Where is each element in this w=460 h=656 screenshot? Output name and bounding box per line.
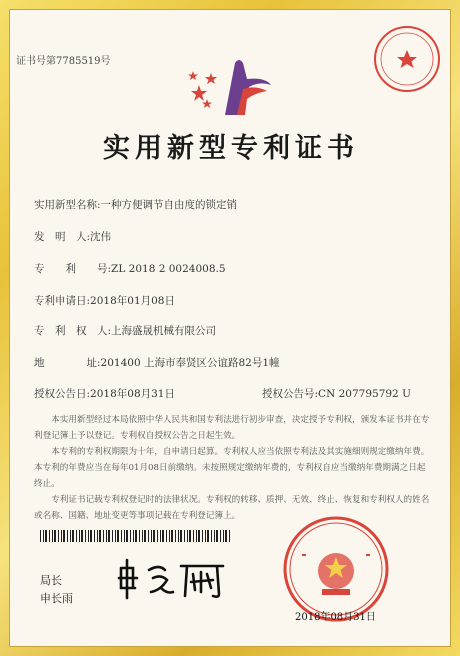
field-value: CN 207795792 U [318,388,411,400]
patent-office-logo-icon [185,55,275,117]
field-label: 发 明 人: [34,231,91,243]
field-label: 专 利 号: [34,263,112,275]
field-value: 201400 上海市奉贤区公谊路82号1幢 [100,357,280,369]
field-grant-number [262,386,411,401]
handwritten-signature-icon [115,558,235,600]
field-label: 专利申请日: [34,295,91,307]
field-address [34,355,280,370]
page-title: 实用新型专利证书 [103,133,359,164]
signatory-title: 局长 [40,574,62,587]
field-value: 2018年08月31日 [90,388,175,400]
field-value: 沈伟 [90,231,112,243]
seal-date: 2018年08月31日 [295,612,376,623]
field-application-date [34,293,175,308]
paragraph: 本实用新型经过本局依照中华人民共和国专利法进行初步审查，决定授予专利权，颁发本证书并在专利登记簿上予以登记。专利权自授权公告之日起生效。 [34,415,430,441]
field-label: 授权公告号: [262,388,319,400]
paragraph: 专利证书记载专利权登记时的法律状况。专利权的转移、质押、无效、终止、恢复和专利权人的姓名或名称、国籍、地址变更等事项记载在专利登记簿上。 [34,495,430,521]
certificate-page [9,9,451,647]
field-label: 实用新型名称: [34,199,101,211]
field-inventor [34,229,111,244]
field-label: 地 址: [34,357,101,369]
paragraph: 本专利的专利权期限为十年，自申请日起算。专利权人应当依照专利法及其实施细则规定缴纳年费。本专利的年费应当在每年01月08日前缴纳。未按照规定缴纳年费的，专利权自应当缴纳年费期满之日起终止。 [34,447,430,489]
field-value: 一种方便调节自由度的锁定销 [100,199,238,211]
agency-stamp-icon [372,24,442,94]
field-patent-holder [34,323,216,338]
field-value: ZL 2018 2 0024008.5 [111,263,226,275]
field-utility-name [34,197,237,212]
field-patent-number [34,261,226,276]
certificate-body [34,412,432,524]
field-value: 上海盛晟机械有限公司 [111,325,217,337]
field-grant-date [34,386,175,401]
signatory-name: 申长雨 [40,592,73,605]
field-value: 2018年01月08日 [90,295,175,307]
official-seal-icon [282,515,390,623]
field-label: 授权公告日: [34,388,91,400]
barcode-icon [40,530,230,542]
certificate-number: 证书号第7785519号 [16,56,111,67]
field-label: 专 利 权 人: [34,325,112,337]
